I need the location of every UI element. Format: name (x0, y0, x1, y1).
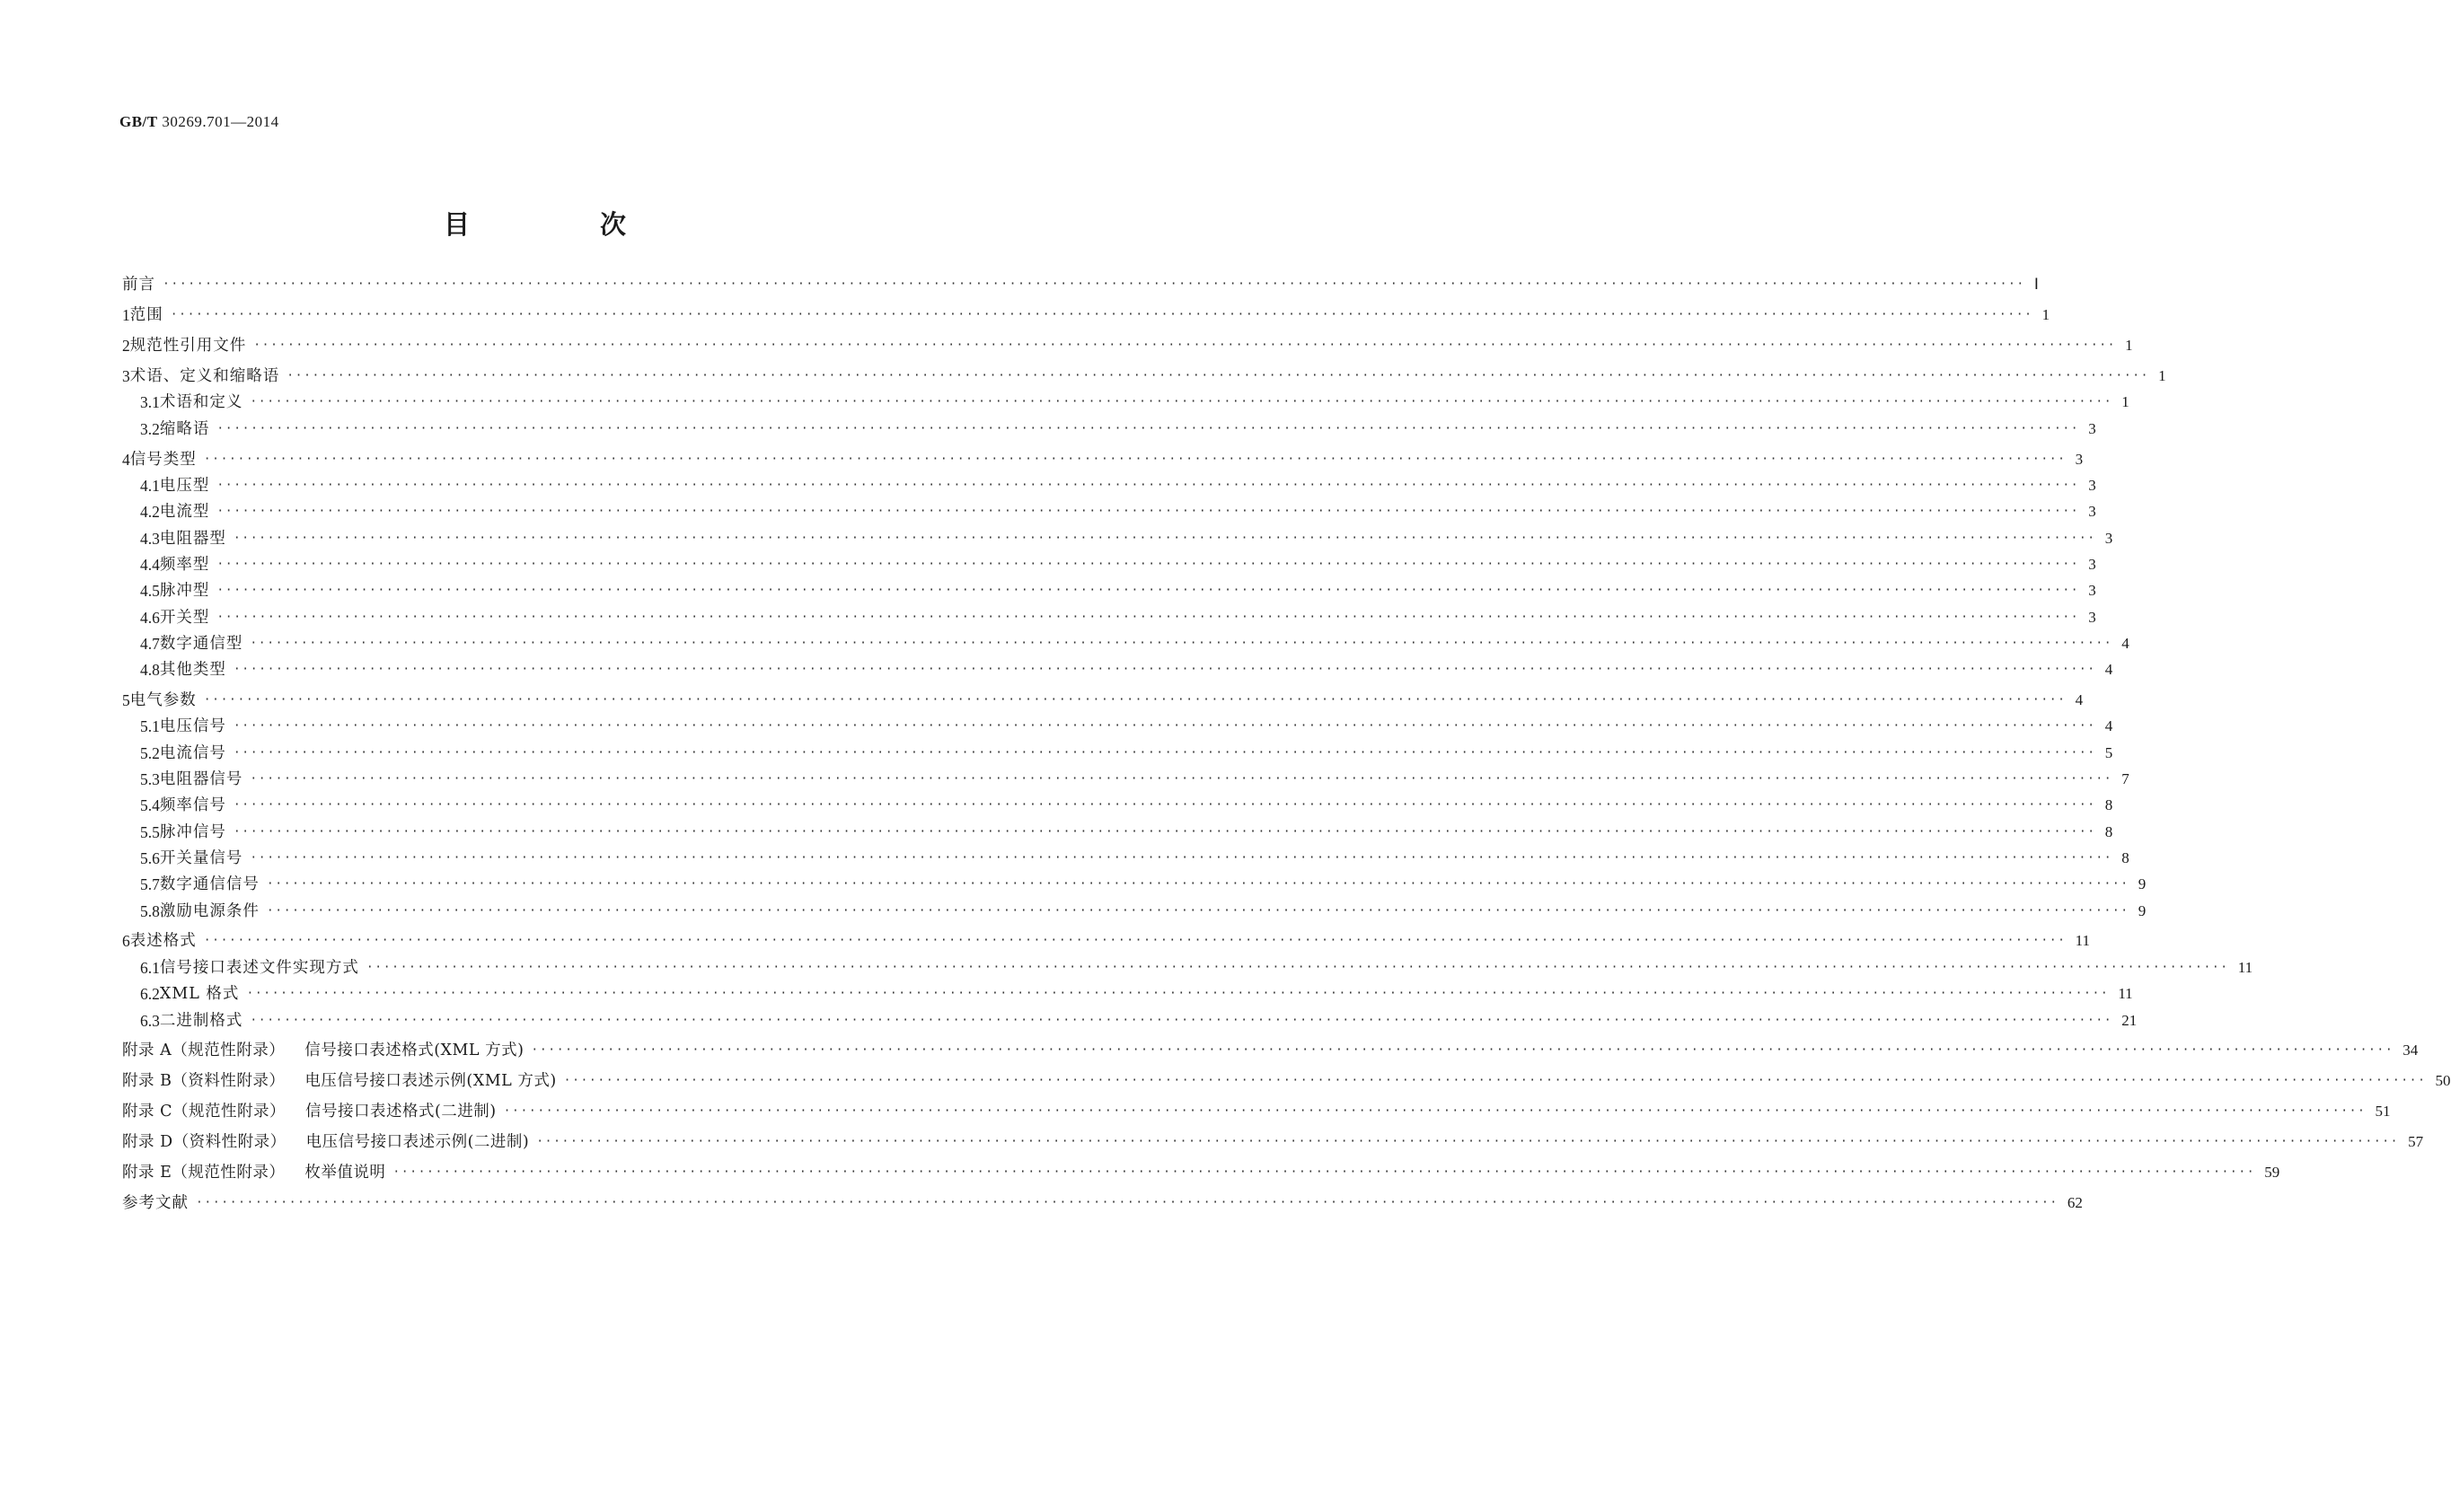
toc-entry-page: 3 (2088, 503, 2096, 520)
toc-entry-page: 11 (2075, 932, 2090, 949)
toc-dot-leader: ···························································································································································································································· (203, 934, 2067, 947)
standard-prefix: GB/T (119, 113, 158, 130)
toc-entry-number: 5.4 (140, 796, 160, 814)
toc-entry-number: 4.4 (140, 556, 160, 574)
toc-entry[interactable] (122, 1039, 2419, 1062)
toc-entry[interactable] (140, 982, 2133, 1006)
toc-entry-subtitle: 电压信号接口表述示例(XML 方式) (304, 1072, 557, 1090)
toc-dot-leader: ···························································································································································································································· (366, 961, 2229, 974)
toc-entry-subtitle: 信号接口表述格式(XML 方式) (304, 1042, 525, 1059)
toc-dot-leader: ···························································································································································································································· (216, 479, 2080, 492)
toc-entry-title: 其他类型 (159, 661, 226, 679)
toc-entry-subtitle: 枚举值说明 (304, 1164, 386, 1182)
toc-entry-page: 34 (2403, 1042, 2419, 1059)
toc-entry[interactable] (122, 303, 2050, 327)
toc-entry-page: 4 (2075, 691, 2084, 708)
toc-entry-number: 4.1 (140, 477, 160, 495)
toc-entry[interactable] (122, 334, 2133, 357)
toc-entry-title: 电流信号 (159, 744, 226, 762)
toc-entry-number: 6.3 (140, 1012, 160, 1030)
toc-entry-number: 5.7 (140, 875, 160, 893)
toc-entry-number: 2 (122, 337, 130, 355)
toc-entry-number: 5.6 (140, 849, 160, 867)
toc-entry-title: 信号接口表述文件实现方式 (159, 959, 359, 977)
toc-entry-page: 3 (2088, 582, 2096, 599)
toc-entry-title: 频率型 (159, 556, 210, 574)
toc-entry-title: 附录 A（规范性附录） (122, 1042, 286, 1059)
toc-entry[interactable] (140, 847, 2129, 870)
toc-entry-page: 50 (2435, 1072, 2451, 1089)
toc-entry[interactable] (140, 474, 2096, 497)
toc-entry-title: 脉冲信号 (159, 823, 226, 841)
toc-entry[interactable] (122, 929, 2090, 953)
toc-entry-title: 电阻器型 (159, 530, 226, 548)
toc-entry-page: 3 (2088, 556, 2096, 573)
toc-entry-page: 4 (2104, 717, 2113, 734)
toc-dot-leader: ···························································································································································································································· (233, 798, 2096, 812)
toc-entry[interactable] (140, 873, 2147, 896)
toc-entry-title: 电流型 (159, 503, 210, 521)
toc-entry-page: 62 (2067, 1194, 2083, 1211)
toc-entry[interactable] (140, 606, 2096, 629)
toc-entry-page: 1 (2158, 367, 2166, 384)
toc-dot-leader: ···························································································································································································································· (536, 1135, 2400, 1148)
toc-entry-page: 3 (2075, 451, 2084, 468)
toc-dot-leader: ···························································································································································································································· (233, 825, 2096, 839)
toc-entry-title: 术语、定义和缩略语 (129, 367, 280, 385)
toc-entry[interactable] (122, 1191, 2083, 1215)
toc-entry-number: 5.5 (140, 823, 160, 841)
toc-entry-page: 3 (2088, 420, 2096, 437)
toc-dot-leader: ···························································································································································································································· (216, 422, 2080, 435)
toc-dot-leader: ···························································································································································································································· (503, 1104, 2367, 1118)
toc-entry-page: 7 (2121, 770, 2129, 787)
toc-entry-title: 附录 C（规范性附录） (122, 1103, 286, 1121)
toc-entry-page: 3 (2104, 530, 2113, 547)
toc-entry-page: 8 (2104, 823, 2113, 840)
toc-entry-number: 3.2 (140, 420, 160, 438)
toc-entry[interactable] (140, 632, 2129, 655)
toc-entry[interactable] (140, 900, 2147, 923)
toc-dot-leader: ···························································································································································································································· (250, 851, 2113, 865)
toc-entry-subtitle: 电压信号接口表述示例(二进制) (305, 1133, 530, 1151)
toc-dot-leader: ···························································································································································································································· (196, 1196, 2059, 1209)
toc-dot-leader: ···························································································································································································································· (563, 1074, 2427, 1087)
toc-entry[interactable] (122, 365, 2166, 388)
toc-dot-leader: ···························································································································································································································· (250, 637, 2113, 650)
toc-entry-number: 4.3 (140, 530, 160, 548)
toc-entry-title: 信号类型 (129, 451, 197, 469)
toc-dot-leader: ···························································································································································································································· (233, 719, 2096, 733)
toc-entry[interactable] (140, 579, 2096, 602)
toc-entry[interactable] (140, 742, 2113, 765)
toc-entry-page: 9 (2138, 875, 2147, 892)
toc-entry-page: 9 (2138, 902, 2147, 919)
toc-entry-title: 缩略语 (159, 420, 210, 438)
toc-dot-leader: ···························································································································································································································· (250, 772, 2113, 786)
standard-number: 30269.701—2014 (162, 113, 279, 130)
toc-entry[interactable] (140, 956, 2253, 980)
toc-entry-number: 4.7 (140, 635, 160, 653)
toc-dot-leader: ···························································································································································································································· (170, 308, 2033, 321)
toc-entry-number: 4.5 (140, 582, 160, 600)
toc-entry-page: 59 (2264, 1164, 2280, 1181)
toc-entry-page: 4 (2104, 661, 2113, 678)
toc-entry-subtitle: 信号接口表述格式(二进制) (304, 1103, 497, 1121)
toc-entry-page: 3 (2088, 609, 2096, 626)
toc-dot-leader: ···························································································································································································································· (216, 584, 2080, 597)
toc-entry[interactable] (140, 418, 2096, 441)
toc-dot-leader: ···························································································································································································································· (250, 395, 2113, 409)
toc-entry[interactable] (122, 689, 2084, 712)
toc-entry[interactable] (140, 553, 2096, 576)
toc-entry-number: 3 (122, 367, 130, 385)
toc-entry[interactable] (140, 527, 2113, 550)
toc-dot-leader: ···························································································································································································································· (266, 904, 2129, 918)
toc-dot-leader: ···························································································································································································································· (216, 558, 2080, 571)
toc-entry-page: Ⅰ (2033, 276, 2039, 293)
toc-entry-page: 1 (2121, 393, 2129, 410)
toc-dot-leader: ···························································································································································································································· (246, 987, 2110, 1000)
toc-entry-page: 3 (2088, 477, 2096, 494)
toc-entry-title: 前言 (122, 276, 155, 294)
toc-dot-leader: ···························································································································································································································· (233, 532, 2096, 545)
page-title: 目 次 (443, 209, 678, 240)
toc-entry-title: 脉冲型 (159, 582, 210, 600)
toc-dot-leader: ···························································································································································································································· (266, 877, 2129, 891)
toc-dot-leader: ···························································································································································································································· (216, 611, 2080, 624)
toc-entry-page: 11 (2237, 959, 2253, 976)
toc-entry-number: 3.1 (140, 393, 160, 411)
toc-entry-title: 附录 E（规范性附录） (122, 1164, 286, 1182)
toc-entry-number: 4 (122, 451, 130, 469)
toc-entry-title: XML 格式 (159, 985, 240, 1003)
toc-entry-title: 附录 B（资料性附录） (122, 1072, 286, 1090)
toc-entry-page: 4 (2121, 635, 2129, 652)
toc-entry[interactable] (140, 1009, 2138, 1033)
toc-entry-title: 附录 D（资料性附录） (122, 1133, 287, 1151)
toc-entry-page: 21 (2121, 1012, 2138, 1029)
toc-entry-number: 6.1 (140, 959, 160, 977)
toc-entry[interactable] (140, 794, 2113, 817)
toc-entry-page: 1 (2041, 306, 2050, 323)
toc-dot-leader: ···························································································································································································································· (233, 663, 2096, 676)
toc-entry-title: 数字通信型 (159, 635, 243, 653)
toc-entry-number: 4.8 (140, 661, 160, 679)
toc-entry[interactable] (122, 1069, 2451, 1093)
toc-entry-title: 激励电源条件 (159, 902, 260, 920)
toc-entry-title: 开关量信号 (159, 849, 243, 867)
toc-entry-page: 51 (2375, 1103, 2391, 1120)
toc-entry-page: 8 (2104, 796, 2113, 813)
toc-dot-leader: ···························································································································································································································· (233, 746, 2096, 760)
toc-entry[interactable] (122, 1130, 2424, 1154)
toc-entry-page: 5 (2104, 744, 2113, 761)
toc-entry[interactable] (140, 658, 2113, 681)
toc-entry-page: 11 (2118, 985, 2133, 1002)
toc-entry[interactable] (140, 391, 2129, 414)
toc-entry-title: 规范性引用文件 (129, 337, 247, 355)
toc-dot-leader: ···························································································································································································································· (203, 453, 2067, 466)
toc-entry[interactable] (122, 273, 2039, 296)
toc-entry-title: 电压型 (159, 477, 210, 495)
toc-entry[interactable] (140, 715, 2113, 738)
toc-entry[interactable] (140, 821, 2113, 844)
toc-entry[interactable] (122, 1161, 2280, 1184)
toc-entry-title: 术语和定义 (159, 393, 243, 411)
toc-entry-number: 6.2 (140, 985, 160, 1003)
toc-entry-title: 开关型 (159, 609, 210, 627)
toc-entry[interactable] (122, 448, 2084, 471)
toc-dot-leader: ···························································································································································································································· (250, 1014, 2113, 1027)
toc-entry[interactable] (122, 1100, 2391, 1123)
toc-entry-page: 57 (2408, 1133, 2424, 1150)
toc-dot-leader: ···························································································································································································································· (253, 338, 2117, 352)
toc-entry-title: 参考文献 (122, 1194, 189, 1212)
toc-entry-number: 5.8 (140, 902, 160, 920)
toc-dot-leader: ···························································································································································································································· (531, 1043, 2394, 1057)
toc-entry-number: 6 (122, 932, 130, 950)
toc-entry-number: 5.2 (140, 744, 160, 762)
toc-dot-leader: ···························································································································································································································· (216, 505, 2080, 518)
toc-entry-title: 表述格式 (129, 932, 197, 950)
toc-entry-title: 频率信号 (159, 796, 226, 814)
toc-dot-leader: ···························································································································································································································· (163, 277, 2025, 291)
toc-entry-number: 5.3 (140, 770, 160, 788)
toc-entry[interactable] (140, 500, 2096, 523)
toc-dot-leader: ···························································································································································································································· (203, 693, 2067, 707)
toc-entry-number: 4.2 (140, 503, 160, 521)
toc-dot-leader: ···························································································································································································································· (392, 1165, 2256, 1179)
toc-entry-title: 二进制格式 (159, 1012, 243, 1030)
toc-dot-leader: ···························································································································································································································· (287, 369, 2150, 382)
toc-entry-number: 5 (122, 691, 130, 709)
toc-entry-title: 范围 (129, 306, 163, 324)
toc-entry-page: 8 (2121, 849, 2129, 866)
toc-entry-number: 4.6 (140, 609, 160, 627)
toc-entry-title: 电压信号 (159, 717, 226, 735)
toc-entry-number: 1 (122, 306, 130, 324)
toc-entry[interactable] (140, 768, 2129, 791)
toc-entry-number: 5.1 (140, 717, 160, 735)
toc-entry-page: 1 (2125, 337, 2133, 354)
toc-entry-title: 电气参数 (129, 691, 197, 709)
toc-entry-title: 电阻器信号 (159, 770, 243, 788)
toc-entry-title: 数字通信信号 (159, 875, 260, 893)
